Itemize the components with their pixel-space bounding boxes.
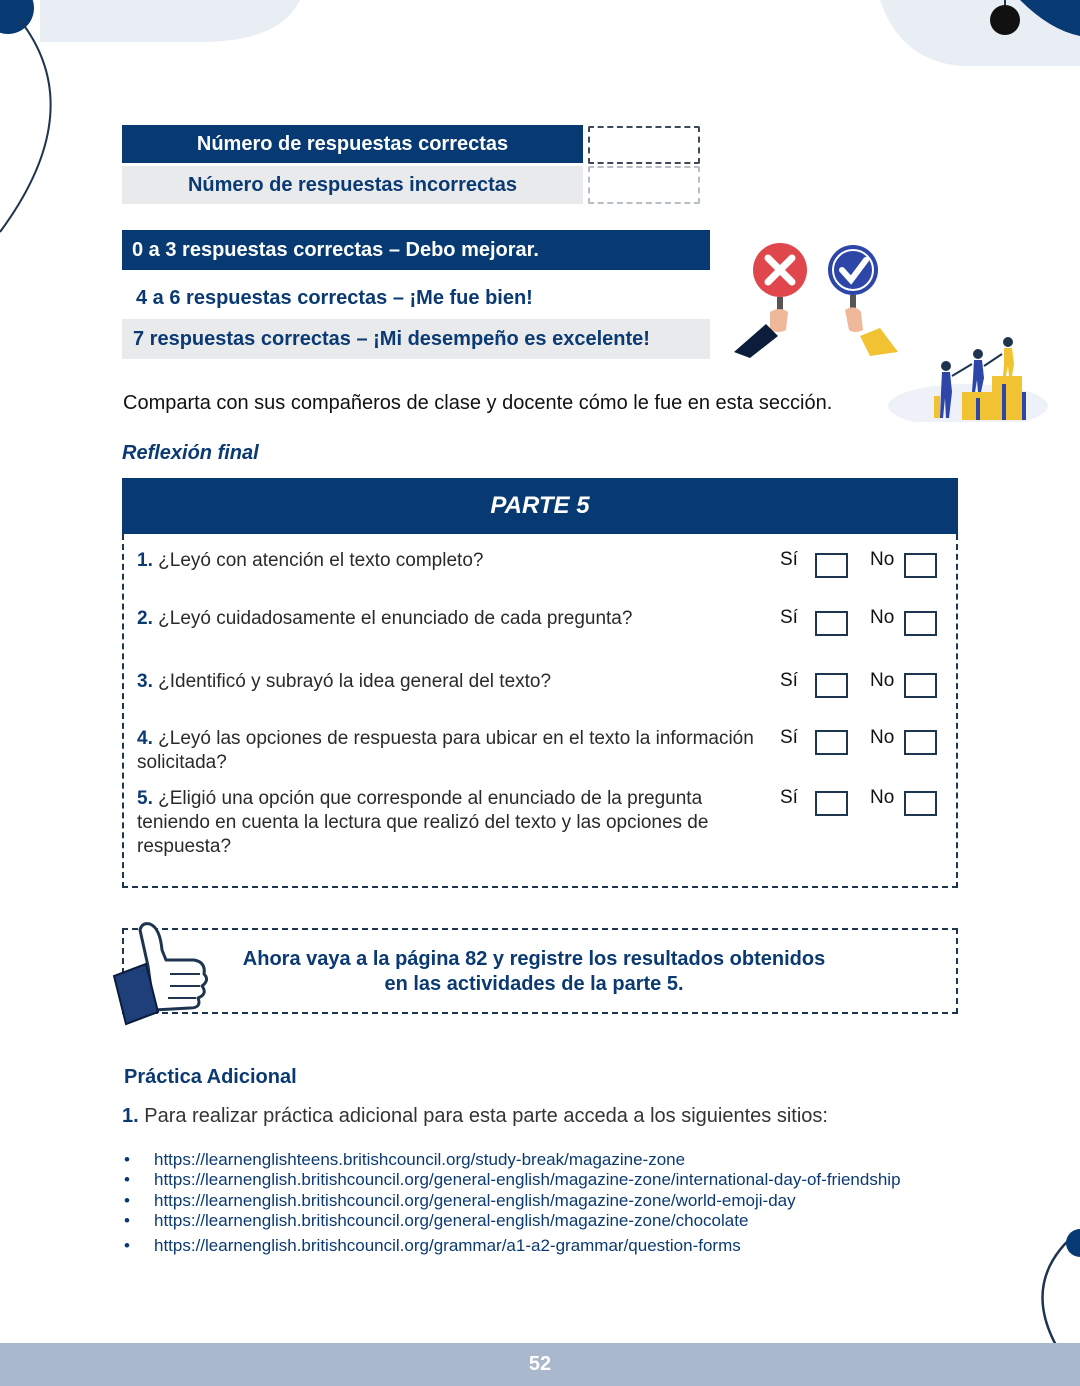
yes-label: Sí	[780, 670, 798, 691]
question-text: ¿Leyó con atención el texto completo?	[158, 550, 484, 571]
q5-yes-checkbox[interactable]	[815, 791, 848, 816]
practice-intro-number: 1.	[122, 1105, 139, 1127]
q3-yes-checkbox[interactable]	[815, 673, 848, 698]
practice-intro	[122, 1105, 828, 1128]
practice-title: Práctica Adicional	[124, 1066, 297, 1088]
practice-link[interactable]: • https://learnenglish.britishcouncil.org/grammar/a1-a2-grammar/question-forms	[122, 1236, 901, 1256]
question-number: 4.	[137, 728, 153, 749]
question-number: 1.	[137, 550, 153, 571]
callout-text	[200, 947, 868, 997]
q1-no-checkbox[interactable]	[904, 553, 937, 578]
q5-no-checkbox[interactable]	[904, 791, 937, 816]
yes-label: Sí	[780, 727, 798, 748]
practice-link[interactable]: • https://learnenglishteens.britishcouncil.org/study-break/magazine-zone	[122, 1150, 901, 1170]
question-3	[137, 670, 767, 694]
feedback-mid: 4 a 6 respuestas correctas – ¡Me fue bien!	[136, 286, 533, 309]
question-2	[137, 607, 767, 631]
correct-answers-input[interactable]	[588, 126, 700, 164]
q2-yes-checkbox[interactable]	[815, 611, 848, 636]
question-text: ¿Eligió una opción que corresponde al enunciado de la pregunta teniendo en cuenta la lectura que realizó del texto y las opciones de respuesta?	[137, 788, 709, 857]
no-label: No	[870, 670, 895, 691]
practice-link[interactable]: • https://learnenglish.britishcouncil.org/general-english/magazine-zone/chocolate	[122, 1211, 901, 1231]
page-footer	[0, 1343, 1080, 1386]
question-5	[137, 787, 767, 859]
part-header: PARTE 5	[122, 478, 958, 534]
incorrect-answers-label: Número de respuestas incorrectas	[122, 166, 583, 204]
wrong-sign-icon	[734, 243, 807, 358]
practice-link[interactable]: • https://learnenglish.britishcouncil.org/general-english/magazine-zone/international-day-of-friendship	[122, 1170, 901, 1190]
reflection-title: Reflexión final	[122, 442, 259, 464]
yes-label: Sí	[780, 787, 798, 808]
practice-link[interactable]: • https://learnenglish.britishcouncil.org/general-english/magazine-zone/world-emoji-day	[122, 1191, 901, 1211]
incorrect-answers-input[interactable]	[588, 166, 700, 204]
no-label: No	[870, 607, 895, 628]
page-number: 52	[528, 1353, 552, 1375]
no-label: No	[870, 727, 895, 748]
q2-no-checkbox[interactable]	[904, 611, 937, 636]
practice-intro-text: Para realizar práctica adicional para esta parte acceda a los siguientes sitios:	[144, 1105, 828, 1127]
thumbs-up-icon	[110, 920, 210, 1026]
share-instruction: Comparta con sus compañeros de clase y docente cómo le fue en esta sección.	[123, 392, 833, 414]
question-number: 5.	[137, 788, 153, 809]
callout-line-1: Ahora vaya a la página 82 y registre los resultados obtenidos	[242, 948, 826, 970]
q4-yes-checkbox[interactable]	[815, 730, 848, 755]
q4-no-checkbox[interactable]	[904, 730, 937, 755]
no-label: No	[870, 549, 895, 570]
question-1	[137, 549, 767, 573]
feedback-high: 7 respuestas correctas – ¡Mi desempeño es excelente!	[122, 319, 710, 359]
callout-line-2: en las actividades de la parte 5.	[384, 973, 684, 995]
question-text: ¿Leyó las opciones de respuesta para ubicar en el texto la información solicitada?	[137, 728, 754, 773]
question-text: ¿Leyó cuidadosamente el enunciado de cada pregunta?	[158, 608, 633, 629]
question-number: 3.	[137, 671, 153, 692]
q3-no-checkbox[interactable]	[904, 673, 937, 698]
practice-links	[122, 1150, 901, 1256]
right-wrong-signs-illustration	[730, 240, 905, 360]
question-text: ¿Identificó y subrayó la idea general del texto?	[158, 671, 552, 692]
question-4	[137, 727, 767, 775]
feedback-low: 0 a 3 respuestas correctas – Debo mejorar.	[122, 230, 710, 270]
yes-label: Sí	[780, 607, 798, 628]
teamwork-illustration	[888, 336, 1048, 422]
q1-yes-checkbox[interactable]	[815, 553, 848, 578]
no-label: No	[870, 787, 895, 808]
correct-answers-label: Número de respuestas correctas	[122, 125, 583, 163]
question-number: 2.	[137, 608, 153, 629]
yes-label: Sí	[780, 549, 798, 570]
